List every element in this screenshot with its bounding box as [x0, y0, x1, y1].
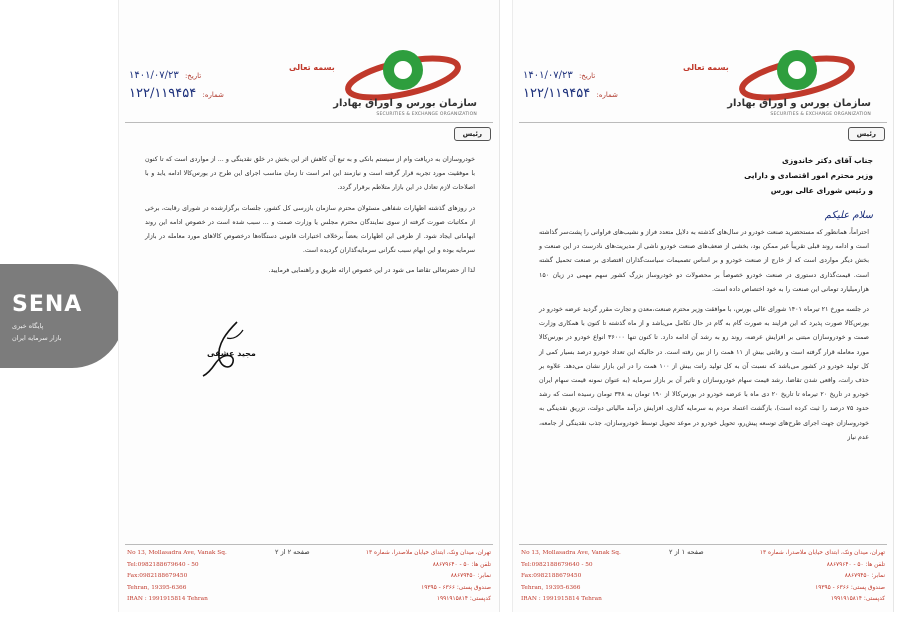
address-line: کدپستی: ۱۹۹۱۹۱۵۸۱۴	[436, 596, 491, 602]
address-line: تهران، میدان ونک، ابتدای خیابان ملاصدرا، شماره ۱۳	[365, 550, 491, 556]
number-label: شماره:	[596, 91, 618, 99]
address-line: Fax:0982188679450	[127, 573, 188, 579]
addressee-line: جناب آقای دکتر خاندوزی	[782, 156, 873, 165]
address-line: تلفن ها: ۵۰ - ۸۸۶۷۹۶۴۰	[432, 561, 491, 568]
recipient-tag: رئیس	[848, 127, 885, 141]
date-label: تاریخ:	[578, 72, 596, 80]
page-number: صفحه ۲ از ۲	[275, 548, 310, 556]
salutation: سلام علیکم	[824, 210, 873, 221]
letter-number	[129, 86, 224, 101]
letter-number	[523, 86, 618, 101]
letter-footer	[519, 544, 887, 604]
letter-page-1	[512, 0, 894, 612]
org-name-en: SECURITIES & EXCHANGE ORGANIZATION	[770, 112, 871, 117]
addressee-line: و رئیس شورای عالی بورس	[770, 186, 873, 195]
body-paragraph: در جلسه مورخ ۲۱ تیرماه ۱۴۰۱ شورای عالی بورس، با موافقت وزیر محترم صنعت،معدن و تجارت مقرر گردید عرضه خودرو در بورس‌کالا صورت پذیرد که این فرایند به صورت گام به گام در حال تکامل می‌باشد و از ماه گذشته تا کنون با همکاری وزارت صمت و خودروسازان مبتنی بر افزایش عرضه، روند رو به رشد آن ادامه دارد. تا کنون تنها ۳۶۰۰۰ انواع خودرو در بورس‌کالا مورد معامله قرار گرفته است و رقابتی بیش از ۱۱ همت را از بین رفته است. در حالیکه این تعداد خودرو درصد بسیار کمی از کل تولید خودرو در کشور می‌باشد که نسبت آن به کل تولید رانت بیش از ۱۰۰ همت را در این بازار نشان می‌دهد. علاوه بر حذف رانت، واقعی شدن تقاضا، رشد قیمت سهام خودروسازان و تاثیر آن بر بازار سرمایه (به عنوان نمونه قیمت سهام ایران خودرو در تاریخ ۲۰ تیرماه تا تاریخ ۲۰ دی ماه با عرضه خودرو در بورس‌کالا از ۱۹۰ تومان به ۳۴۸ تومان رسیده است که رشد حدود ۷۵ درصد را ثبت کرده است)، بازگشت اعتماد مردم به سرمایه گذاری، افزایش درآمد مالیاتی دولت، تزریق نقدینگی به خودروسازان جهت اجرای طرح‌های توسعه پیش‌رو، تحویل خودرو در موعد تحویل توسط خودروسازان، جذب نقدینگی از جامعه، عدم نیاز	[539, 306, 869, 441]
page-number: صفحه ۱ از ۲	[669, 548, 704, 556]
org-name-fa: سازمان بورس و اوراق بهادار	[333, 98, 477, 109]
date-value: ۱۴۰۱/۰۷/۲۳	[523, 70, 573, 81]
address-line: Fax:0982188679450	[521, 573, 582, 579]
address-line: نمابر: ۸۸۶۷۹۴۵۰	[844, 573, 885, 579]
body-paragraph: در روزهای گذشته اظهارات شفاهی مسئولان محترم سازمان بازرسی کل کشور، جلسات برگزارشده در شورای رقابت، برخی از مکاتبات صورت گرفته از سوی نمایندگان محترم مجلس یا وزارت صمت و ... سبب شده است در خصوص ادامه این روند ابهاماتی ایجاد شود. از طرفی این اظهارات بعضاً برخلاف اختیارات قانونی دستگاه‌ها درخصوص کالاهای مورد معامله در بازار سرمایه بوده و این ابهام سبب نگرانی سرمایه‌گذاران گردیده است.	[145, 204, 475, 255]
header-divider	[519, 122, 887, 123]
footer-divider	[519, 544, 887, 545]
letter-body	[539, 226, 869, 451]
basmala: بسمه تعالی	[289, 63, 335, 72]
address-line: تهران، میدان ونک، ابتدای خیابان ملاصدرا، شماره ۱۳	[759, 550, 885, 556]
address-en	[127, 548, 227, 606]
body-paragraph: خودروسازان به دریافت وام از سیستم بانکی و به تبع آن کاهش اثر این بخش در خلق نقدینگی و ... از مواردی است که تا کنون با موفقیت مورد تجربه قرار گرفته است و نیازمند این امر است تا زمان مناسب اجرای این طرح در بورس‌کالا ادامه یابد و با اصلاحات لازم تعادل در این بازار متلاطم برقرار گردد.	[145, 156, 475, 192]
address-line: Tel:0982188679640 - 50	[521, 561, 593, 568]
recipient-tag: رئیس	[454, 127, 491, 141]
address-line: Tel:0982188679640 - 50	[127, 561, 199, 568]
address-line: IRAN : 1991915814 Tehran	[521, 596, 602, 602]
letter-page-2	[118, 0, 500, 612]
signatory-name: مجید عشقی	[207, 349, 256, 358]
body-paragraph: احتراماً، همانطور که مستحضرید صنعت خودرو در سال‌های گذشته به دلایل متعدد فراز و نشیب‌های فراوانی را پشت‌سر گذاشته است و ادامه روند قبلی تقریباً غیر ممکن بود، بخشی از ضعف‌های صنعت خودرو ناشی از مدیریت‌های نادرست در این صنعت و بخش دیگر مواردی است که از خارج از صنعت خودرو و بر اساس تصمیمات سیاست‌گذاران اقتصادی بر صنعت تحمیل گشته است. قیمت‌گذاری دستوری در صنعت خودرو خصوصاً بر محصولات دو خودروساز بزرگ کشور سهم مهمی در زیان ۱۵۰ هزارمیلیارد تومانی این صنعت را به خود اختصاص داده است.	[539, 229, 869, 293]
letter-footer	[125, 544, 493, 604]
sena-logo: SENA	[12, 292, 83, 317]
org-name-en: SECURITIES & EXCHANGE ORGANIZATION	[376, 112, 477, 117]
addressee-block	[673, 153, 873, 198]
number-label: شماره:	[202, 91, 224, 99]
address-fa	[760, 548, 885, 606]
body-paragraph: لذا از حضرتعالی تقاضا می شود در این خصوص ارائه طریق و راهنمایی فرمایید.	[268, 267, 475, 275]
letter-date	[523, 70, 595, 81]
addressee-line: وزیر محترم امور اقتصادی و دارایی	[744, 171, 873, 180]
address-fa	[366, 548, 491, 606]
number-value: ۱۲۲/۱۱۹۴۵۴	[523, 86, 591, 101]
address-line: کدپستی: ۱۹۹۱۹۱۵۸۱۴	[830, 596, 885, 602]
address-line: صندوق پستی: ۶۳۶۶ - ۱۹۳۹۵	[815, 584, 885, 591]
address-line: No 13, Mollasadra Ave, Vanak Sq.	[521, 550, 621, 556]
number-value: ۱۲۲/۱۱۹۴۵۴	[129, 86, 197, 101]
address-en	[521, 548, 621, 606]
header-divider	[125, 122, 493, 123]
letter-date	[129, 70, 201, 81]
org-name-fa: سازمان بورس و اوراق بهادار	[727, 98, 871, 109]
sena-tagline-1: پایگاه خبری	[12, 322, 44, 330]
sena-tagline-2: بازار سرمایه ایران	[12, 334, 62, 342]
address-line: Tehran, 19395-6366	[521, 584, 581, 591]
footer-divider	[125, 544, 493, 545]
sena-watermark	[0, 264, 124, 368]
address-line: صندوق پستی: ۶۳۶۶ - ۱۹۳۹۵	[421, 584, 491, 591]
address-line: No 13, Mollasadra Ave, Vanak Sq.	[127, 550, 227, 556]
date-value: ۱۴۰۱/۰۷/۲۳	[129, 70, 179, 81]
date-label: تاریخ:	[184, 72, 202, 80]
basmala: بسمه تعالی	[683, 63, 729, 72]
address-line: IRAN : 1991915814 Tehran	[127, 596, 208, 602]
letter-body	[145, 153, 475, 285]
address-line: نمابر: ۸۸۶۷۹۴۵۰	[450, 573, 491, 579]
address-line: Tehran, 19395-6366	[127, 584, 187, 591]
address-line: تلفن ها: ۵۰ - ۸۸۶۷۹۶۴۰	[826, 561, 885, 568]
